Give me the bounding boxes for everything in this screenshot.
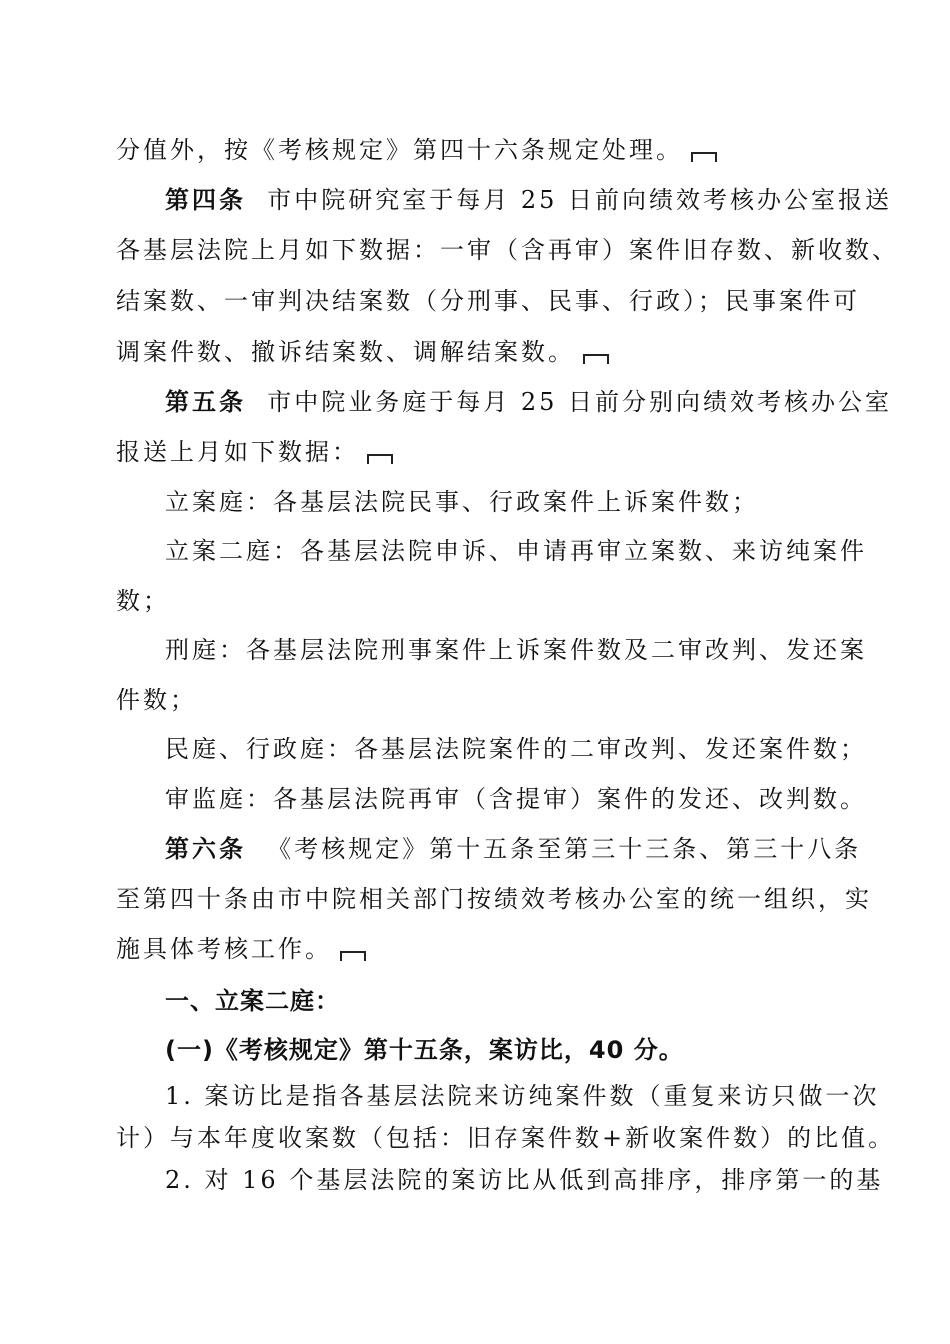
article-4-line: 结案数、一审判决结案数（分刑事、民事、行政）；民事案件可 bbox=[116, 287, 860, 315]
text: 分值外，按《考核规定》第四十六条规定处理。 bbox=[116, 136, 683, 164]
text: 施具体考核工作。 bbox=[116, 935, 332, 963]
list-line: 民庭、行政庭：各基层法院案件的二审改判、发还案件数； bbox=[165, 735, 867, 763]
list-line: 数； bbox=[116, 587, 170, 615]
list-line: 件数； bbox=[116, 686, 197, 714]
article-4-heading: 第四条 bbox=[165, 185, 246, 214]
article-4-line: 各基层法院上月如下数据：一审（含再审）案件旧存数、新收数、 bbox=[116, 236, 899, 264]
paragraph-mark-icon bbox=[691, 152, 717, 162]
paragraph-mark-icon bbox=[583, 354, 609, 364]
article-4-line bbox=[165, 184, 893, 216]
item-line: 计）与本年度收案数（包括：旧存案件数+新收案件数）的比值。 bbox=[116, 1124, 896, 1152]
text: 《考核规定》第十五条至第三十三条、第三十八条 bbox=[267, 835, 862, 863]
article-5-line bbox=[165, 386, 893, 418]
article-5-line bbox=[116, 436, 836, 468]
section-heading: 一、立案二庭： bbox=[165, 987, 340, 1015]
text: 调案件数、撤诉结案数、调解结案数。 bbox=[116, 338, 575, 366]
paragraph-mark-icon bbox=[367, 454, 393, 464]
list-line: 刑庭：各基层法院刑事案件上诉案件数及二审改判、发还案 bbox=[165, 636, 867, 664]
subsection-heading: (一)《考核规定》第十五条，案访比，40 分。 bbox=[165, 1036, 684, 1064]
list-line: 立案庭：各基层法院民事、行政案件上诉案件数； bbox=[165, 488, 759, 516]
article-6-line bbox=[116, 933, 836, 965]
list-line: 审监庭：各基层法院再审（含提审）案件的发还、改判数。 bbox=[165, 785, 867, 813]
article-6-heading: 第六条 bbox=[165, 834, 246, 863]
item-line: 2. 对 16 个基层法院的案访比从低到高排序，排序第一的基 bbox=[165, 1166, 884, 1194]
item-line: 1. 案访比是指各基层法院来访纯案件数（重复来访只做一次 bbox=[165, 1082, 880, 1110]
article-6-line: 至第四十条由市中院相关部门按绩效考核办公室的统一组织，实 bbox=[116, 885, 872, 913]
paragraph-line bbox=[116, 134, 836, 166]
list-line: 立案二庭：各基层法院申诉、申请再审立案数、来访纯案件 bbox=[165, 537, 867, 565]
article-5-heading: 第五条 bbox=[165, 387, 246, 416]
text: 市中院研究室于每月 25 日前向绩效考核办公室报送 bbox=[267, 186, 893, 214]
article-6-line bbox=[165, 833, 862, 865]
article-4-line bbox=[116, 336, 836, 368]
text: 市中院业务庭于每月 25 日前分别向绩效考核办公室 bbox=[267, 388, 893, 416]
text: 报送上月如下数据： bbox=[116, 438, 359, 466]
paragraph-mark-icon bbox=[340, 951, 366, 961]
